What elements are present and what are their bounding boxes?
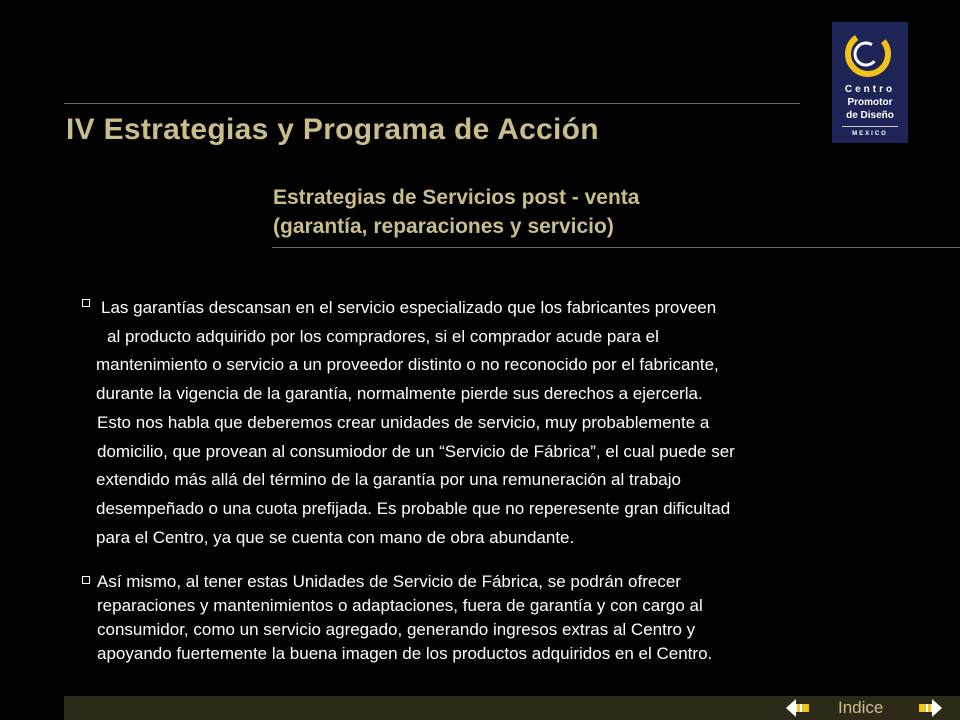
logo-divider [842, 126, 898, 127]
paragraph-line: al producto adquirido por los compradores, si el comprador acude para el [107, 326, 659, 346]
paragraph-line: apoyando fuertemente la buena imagen de los productos adquiridos en el Centro. [97, 644, 713, 663]
subtitle-line-1: Estrategias de Servicios post - venta [273, 186, 640, 209]
subtitle-line-2: (garantía, reparaciones y servicio) [273, 215, 614, 238]
section-subtitle [273, 183, 639, 241]
subtitle-divider [272, 247, 960, 248]
header-divider [64, 103, 800, 104]
bullet-icon [82, 576, 90, 584]
paragraph-2 [97, 570, 712, 666]
arrow-left-icon[interactable] [786, 699, 810, 717]
logo-line-3: de Diseño [846, 110, 894, 121]
paragraph-line: reparaciones y mantenimientos o adaptaciones, fuera de garantía y con cargo al [97, 596, 703, 615]
page-title: IV Estrategias y Programa de Acción [66, 113, 599, 146]
arrow-right-icon[interactable] [918, 699, 942, 717]
paragraph-line: Así mismo, al tener estas Unidades de Servicio de Fábrica, se podrán ofrecer [97, 572, 681, 591]
paragraph-line: para el Centro, ya que se cuenta con mano de obra abundante. [96, 527, 575, 547]
paragraph-line: durante la vigencia de la garantía, normalmente pierde sus derechos a ejercerla. [96, 384, 703, 404]
bullet-icon [82, 299, 90, 307]
index-link[interactable]: Indice [838, 698, 884, 717]
paragraph-line: extendido más allá del término de la garantía por una remuneración al trabajo [96, 470, 681, 490]
logo-line-2: Promotor [847, 97, 893, 108]
centro-promotor-logo [832, 22, 908, 143]
paragraph-line: Las garantías descansan en el servicio especializado que los fabricantes proveen [101, 298, 717, 317]
paragraph-line: Esto nos habla que deberemos crear unidades de servicio, muy probablemente a [97, 412, 710, 432]
paragraph-line: mantenimiento o servicio a un proveedor distinto o no reconocido por el fabricante, [96, 355, 719, 375]
footer-bar [64, 696, 960, 720]
paragraph-line: domicilio, que provean al consumiodor de un “Servicio de Fábrica”, el cual puede ser [97, 441, 735, 461]
paragraph-1 [96, 294, 735, 552]
paragraph-line: consumidor, como un servicio agregado, generando ingresos extras al Centro y [97, 620, 696, 639]
logo-country: MEXICO [852, 131, 888, 137]
paragraph-line: desempeñado o una cuota prefijada. Es probable que no reperesente gran dificultad [96, 498, 731, 518]
logo-ring-icon [832, 22, 908, 84]
logo-line-1: Centro [844, 84, 896, 95]
